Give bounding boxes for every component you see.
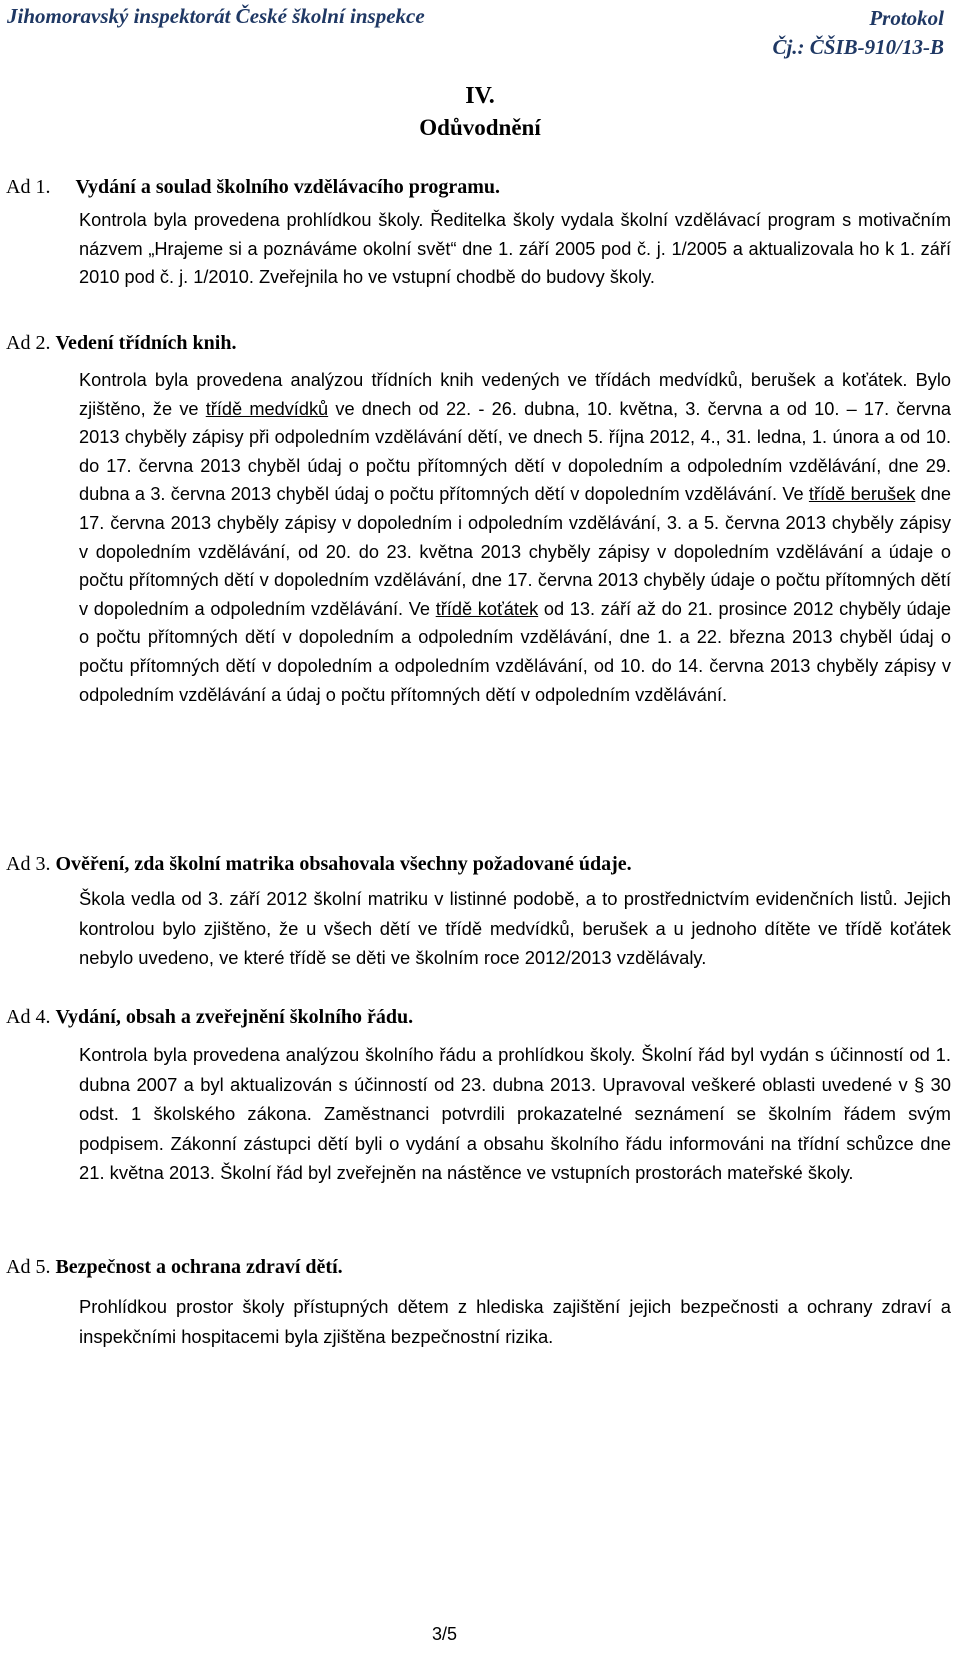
section-number: IV. (465, 83, 495, 109)
ad5-heading (6, 1256, 343, 1279)
class-kotatek: třídě koťátek (435, 598, 539, 619)
section-title: Odůvodnění (419, 115, 541, 140)
ad5-label: Ad 5. (6, 1256, 51, 1278)
ad5-text: Prohlídkou prostor školy přístupných dětem z hlediska zajištění jejich bezpečnosti a ochrany zdraví a inspekčními hospitacemi byla zjištěna bezpečnostní rizika. (79, 1296, 951, 1347)
ad2-text-part3: dne 17. června 2013 chyběly zápisy v dopoledním i odpoledním vzdělávání, 3. a 5. června 2013 chyběly zápisy v dopoledním vzdělávání, od 20. do 23. května 2013 chyběly zápisy v dopoledním vzdělávání a údaje o počtu přítomných dětí v dopoledním vzdělávání, dne 17. června 2013 chyběly údaje o počtu přítomných dětí v dopoledním a odpoledním vzdělávání. Ve (79, 484, 952, 619)
ad3-label: Ad 3. (6, 853, 51, 875)
ad5-title: Bezpečnost a ochrana zdraví dětí. (55, 1256, 343, 1278)
ad2-label: Ad 2. (6, 332, 51, 354)
class-berusek: třídě berušek (808, 484, 916, 505)
ad2-text-part2: ve dnech od 22. - 26. dubna, 10. května, 3. června a od 10. – 17. června 2013 chyběly zápisy při odpoledním vzdělávání dětí, ve dnech 5. října 2012, 4., 31. ledna, 1. února a od 10. do 17. června 2013 chyběl údaj o počtu přítomných dětí v dopoledním a odpoledním vzdělávání, dne 29. dubna a 3. června 2013 chyběl údaj o počtu přítomných dětí v dopoledním vzdělávání. Ve (79, 398, 952, 505)
document-type: Protokol (869, 6, 944, 30)
ad2-text-part1: Kontrola byla provedena analýzou třídních knih vedených ve třídách medvídků, berušek a koťátek. Bylo zjištěno, že ve (79, 370, 951, 419)
ad1-title: Vydání a soulad školního vzdělávacího programu. (75, 176, 501, 198)
ad1-text: Kontrola byla provedena prohlídkou školy. Ředitelka školy vydala školní vzdělávací program s motivačním názvem „Hrajeme si a poznáváme okolní svět“ dne 1. září 2005 pod č. j. 1/2005 a aktualizovala ho k 1. září 2010 pod č. j. 1/2010. Zveřejnila ho ve vstupní chodbě do budovy školy. (79, 210, 951, 288)
ad4-label: Ad 4. (6, 1006, 51, 1028)
ad2-heading (6, 332, 236, 355)
ad2-text (79, 366, 951, 709)
ad4-title: Vydání, obsah a zveřejnění školního řádu. (55, 1006, 414, 1028)
document-header-right (772, 4, 944, 62)
reference-number: Čj.: ČŠIB-910/13-B (772, 35, 944, 59)
ad4-text: Kontrola byla provedena analýzou školního řádu a prohlídkou školy. Školní řád byl vydán s účinností od 1. dubna 2007 a byl aktualizován s účinností od 23. dubna 2013. Upravoval veškeré oblasti uvedené v § 30 odst. 1 školského zákona. Zaměstnanci potvrdili prokazatelné seznámení se školním řádem svým podpisem. Zákonní zástupci dětí byli o vydání a obsahu školního řádu informováni na třídní schůzce dne 21. května 2013. Školní řád byl zveřejněn na nástěnce ve vstupních prostorách mateřské školy. (79, 1044, 951, 1184)
ad3-text: Škola vedla od 3. září 2012 školní matriku v listinné podobě, a to prostřednictvím evidenčních listů. Jejich kontrolou bylo zjištěno, že u všech dětí ve třídě medvídků, berušek a u jednoho dítěte ve třídě koťátek nebylo uvedeno, ve které třídě se děti ve školním roce 2012/2013 vzdělávaly. (79, 888, 951, 969)
ad2-title: Vedení třídních knih. (55, 332, 237, 354)
ad1-heading (6, 176, 500, 199)
inspectorate-name: Jihomoravský inspektorát České školní inspekce (7, 4, 425, 28)
page-number: 3/5 (432, 1624, 458, 1644)
ad2-text-part4: od 13. září až do 21. prosince 2012 chyběly údaje o počtu přítomných dětí v dopoledním a odpoledním vzdělávání, dne 1. a 22. března 2013 chyběl údaj o počtu přítomných dětí v dopoledním a odpoledním vzdělávání, od 10. do 14. června 2013 chyběly zápisy v odpoledním vzdělávání a údaj o počtu přítomných dětí v odpoledním vzdělávání. (79, 598, 951, 705)
ad1-label: Ad 1. (6, 176, 51, 198)
ad3-heading (6, 853, 632, 876)
class-medvidku: třídě medvídků (205, 398, 329, 419)
ad4-heading (6, 1006, 413, 1029)
ad3-title: Ověření, zda školní matrika obsahovala všechny požadované údaje. (55, 853, 632, 875)
